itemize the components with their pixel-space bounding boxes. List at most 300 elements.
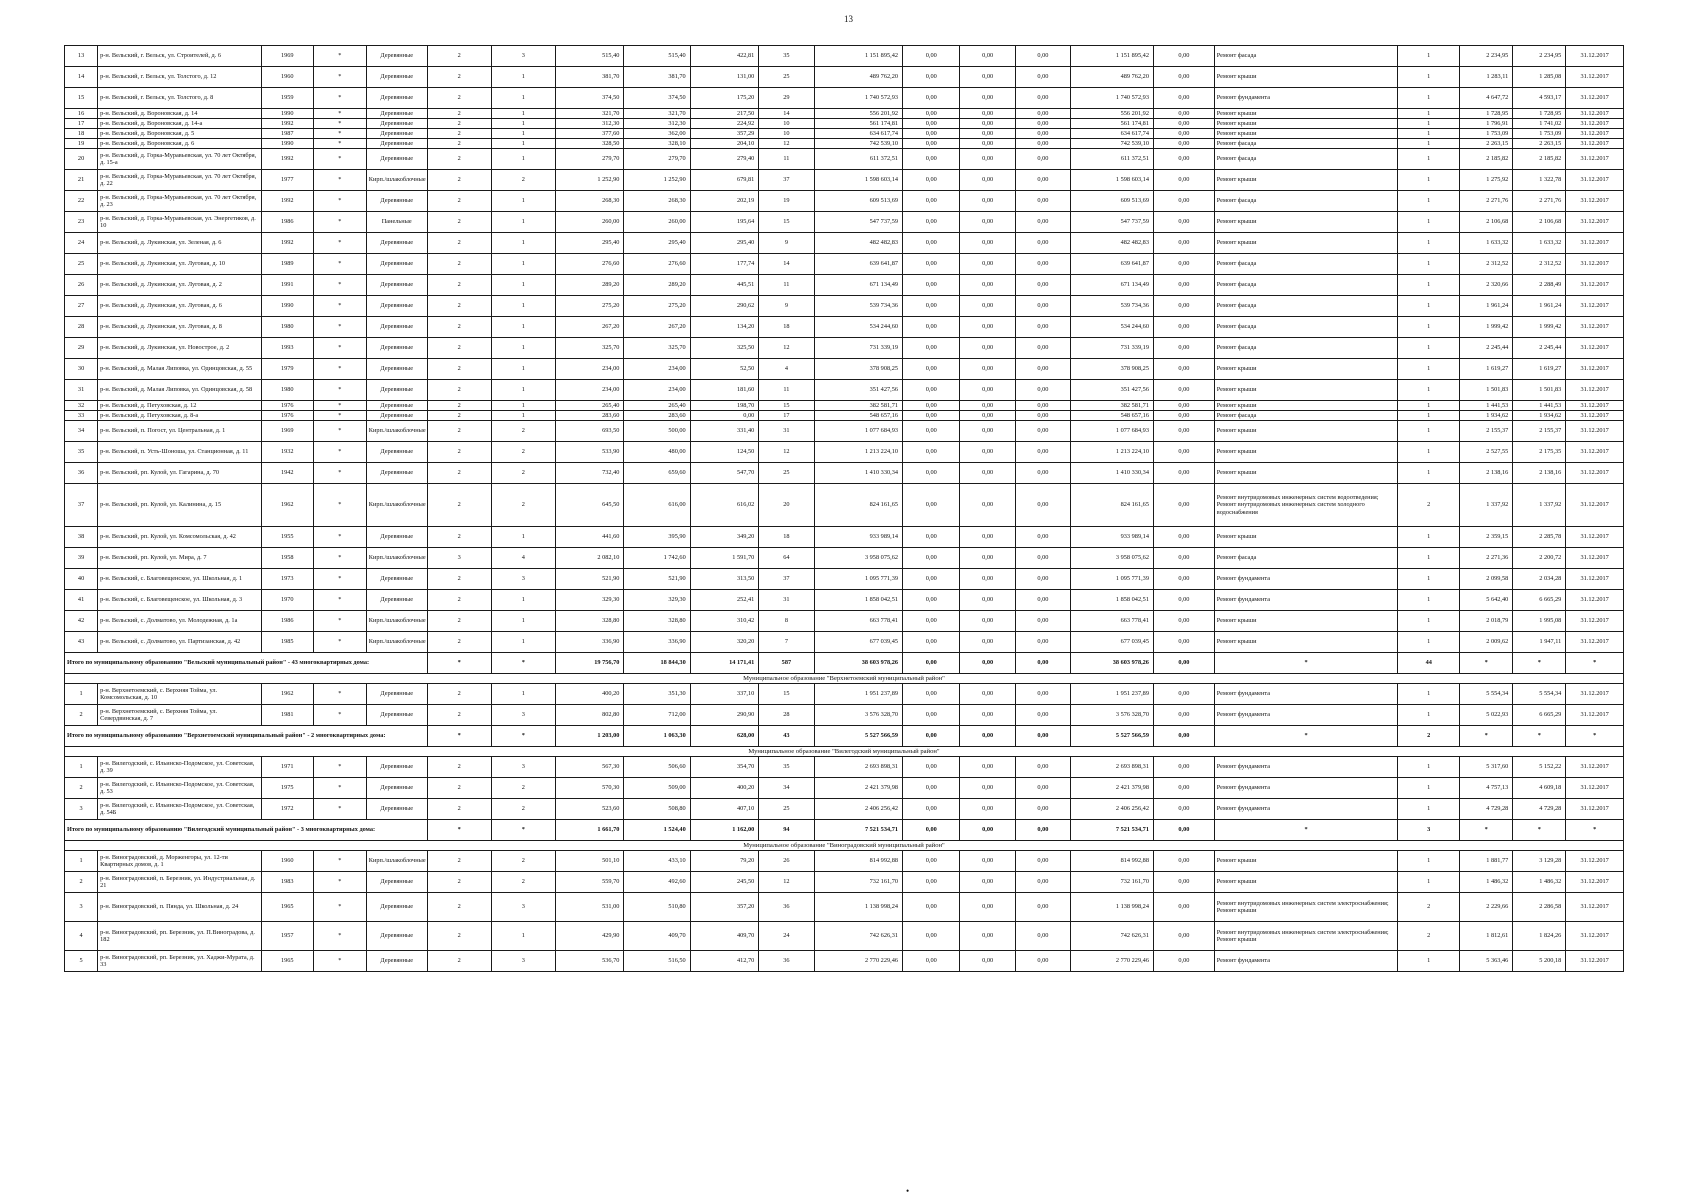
cell-f5: 0,00	[1153, 191, 1214, 212]
cell-cnt: 1	[1398, 548, 1460, 569]
cell-year: 1965	[261, 893, 313, 922]
cell-cost: 742 539,10	[814, 139, 902, 149]
cell-addr: р-н. Вельский, д. Вороновская, д. 5	[98, 129, 262, 139]
cell-f2: 0,00	[960, 338, 1015, 359]
cell-u1: 1 501,83	[1460, 380, 1513, 401]
cell-cost: 548 657,16	[814, 411, 902, 421]
cell-en: 2	[491, 463, 555, 484]
cell-a1: 289,20	[555, 275, 624, 296]
cell-u2: 1 728,95	[1513, 109, 1566, 119]
cell-addr: р-н. Вельский, д. Лукинская, ул. Зеленая, д. 6	[98, 233, 262, 254]
cell-mat: Деревянные	[366, 317, 427, 338]
cell-cnt: 1	[1398, 46, 1460, 67]
cell-a3: 547,70	[690, 463, 759, 484]
cell-mat: Деревянные	[366, 778, 427, 799]
cell-mat: Деревянные	[366, 872, 427, 893]
cell-a1: 260,00	[555, 212, 624, 233]
cell-fl: 2	[427, 46, 491, 67]
cell-a2: 312,30	[624, 119, 690, 129]
cell-year: 1962	[261, 484, 313, 527]
cell-p: 15	[759, 401, 814, 411]
cell-year: 1965	[261, 951, 313, 972]
cell-f5: 0,00	[1153, 233, 1214, 254]
cell-work: Ремонт крыши	[1214, 401, 1398, 411]
cell-f5: 0,00	[1153, 317, 1214, 338]
cell-n: 31	[65, 380, 98, 401]
cell-year: 1993	[261, 338, 313, 359]
cell-p: 31	[759, 590, 814, 611]
cell-b: *	[313, 401, 366, 411]
cell-work: Ремонт фасада	[1214, 317, 1398, 338]
cell-u1: 2 106,68	[1460, 212, 1513, 233]
cell-cost: 2 693 898,31	[814, 757, 902, 778]
cell-date: 31.12.2017	[1566, 951, 1624, 972]
cell-b: *	[313, 296, 366, 317]
cell-f4: 382 581,71	[1071, 401, 1154, 411]
cell-a3: 177,74	[690, 254, 759, 275]
cell-addr: р-н. Верхнетоемский, с. Верхняя Тойма, ул. Севердвинская, д. 7	[98, 705, 262, 726]
cell-f5: 0,00	[1153, 88, 1214, 109]
summary-cell-a3: 1 162,00	[690, 820, 759, 841]
cell-n: 33	[65, 411, 98, 421]
cell-n: 42	[65, 611, 98, 632]
cell-f3: 0,00	[1015, 401, 1070, 411]
cell-cost: 1 410 330,34	[814, 463, 902, 484]
cell-fl: 2	[427, 484, 491, 527]
cell-a3: 204,10	[690, 139, 759, 149]
cell-en: 1	[491, 527, 555, 548]
cell-f5: 0,00	[1153, 611, 1214, 632]
cell-work: Ремонт фундамента	[1214, 569, 1398, 590]
summary-cell-f2: 0,00	[960, 726, 1015, 747]
table-row	[65, 338, 1624, 359]
summary-cell-b: *	[427, 653, 491, 674]
cell-f2: 0,00	[960, 893, 1015, 922]
cell-f1: 0,00	[903, 527, 960, 548]
cell-f5: 0,00	[1153, 778, 1214, 799]
cell-f2: 0,00	[960, 590, 1015, 611]
cell-b: *	[313, 484, 366, 527]
cell-u1: 2 018,79	[1460, 611, 1513, 632]
cell-addr: р-н. Вельский, д. Малая Липовка, ул. Одинцовская, д. 55	[98, 359, 262, 380]
cell-en: 1	[491, 129, 555, 139]
cell-mat: Деревянные	[366, 757, 427, 778]
cell-n: 39	[65, 548, 98, 569]
cell-u1: 2 185,82	[1460, 149, 1513, 170]
cell-date: 31.12.2017	[1566, 254, 1624, 275]
cell-en: 1	[491, 317, 555, 338]
cell-u2: 2 271,76	[1513, 191, 1566, 212]
summary-cell-f5: 0,00	[1153, 726, 1214, 747]
cell-u2: 2 200,72	[1513, 548, 1566, 569]
cell-b: *	[313, 611, 366, 632]
cell-a2: 279,70	[624, 149, 690, 170]
cell-p: 14	[759, 109, 814, 119]
cell-u2: 3 129,28	[1513, 851, 1566, 872]
page-number: 13	[844, 14, 853, 24]
cell-addr: р-н. Вельский, д. Лукинская, ул. Луговая, д. 8	[98, 317, 262, 338]
cell-en: 2	[491, 421, 555, 442]
cell-u1: 2 138,16	[1460, 463, 1513, 484]
cell-a1: 501,10	[555, 851, 624, 872]
cell-mat: Деревянные	[366, 442, 427, 463]
cell-en: 3	[491, 705, 555, 726]
cell-en: 1	[491, 359, 555, 380]
cell-date: 31.12.2017	[1566, 119, 1624, 129]
cell-cost: 539 734,36	[814, 296, 902, 317]
cell-u2: 6 665,29	[1513, 705, 1566, 726]
cell-f1: 0,00	[903, 548, 960, 569]
cell-addr: р-н. Виноградовский, п. Березник, ул. Индустриальная, д. 21	[98, 872, 262, 893]
table-row	[65, 851, 1624, 872]
cell-fl: 2	[427, 421, 491, 442]
cell-f5: 0,00	[1153, 872, 1214, 893]
cell-work: Ремонт фасада	[1214, 149, 1398, 170]
cell-mat: Кирп./шлакоблочные	[366, 484, 427, 527]
cell-a2: 260,00	[624, 212, 690, 233]
cell-cost: 814 992,88	[814, 851, 902, 872]
cell-n: 1	[65, 851, 98, 872]
cell-f1: 0,00	[903, 212, 960, 233]
cell-addr: р-н. Вельский, д. Лукинская, ул. Новострое, д. 2	[98, 338, 262, 359]
cell-b: *	[313, 632, 366, 653]
cell-date: 31.12.2017	[1566, 338, 1624, 359]
cell-fl: 2	[427, 851, 491, 872]
cell-p: 12	[759, 442, 814, 463]
cell-n: 15	[65, 88, 98, 109]
cell-cnt: 2	[1398, 484, 1460, 527]
cell-fl: 2	[427, 872, 491, 893]
cell-en: 1	[491, 233, 555, 254]
cell-addr: р-н. Вельский, рп. Кулой, ул. Мира, д. 7	[98, 548, 262, 569]
summary-cell-a1: 1 661,70	[555, 820, 624, 841]
cell-cnt: 1	[1398, 275, 1460, 296]
cell-n: 25	[65, 254, 98, 275]
cell-f2: 0,00	[960, 67, 1015, 88]
table-row	[65, 872, 1624, 893]
cell-a2: 234,00	[624, 359, 690, 380]
cell-en: 2	[491, 778, 555, 799]
cell-p: 14	[759, 254, 814, 275]
cell-work: Ремонт фундамента	[1214, 799, 1398, 820]
cell-work: Ремонт крыши	[1214, 632, 1398, 653]
table-row	[65, 951, 1624, 972]
cell-f4: 556 201,92	[1071, 109, 1154, 119]
cell-a1: 515,40	[555, 46, 624, 67]
cell-f1: 0,00	[903, 170, 960, 191]
cell-u2: 2 155,37	[1513, 421, 1566, 442]
cell-cnt: 1	[1398, 317, 1460, 338]
cell-a3: 320,20	[690, 632, 759, 653]
cell-fl: 2	[427, 275, 491, 296]
cell-f1: 0,00	[903, 254, 960, 275]
cell-a3: 252,41	[690, 590, 759, 611]
cell-a3: 357,29	[690, 129, 759, 139]
cell-year: 1991	[261, 275, 313, 296]
cell-f1: 0,00	[903, 484, 960, 527]
cell-p: 18	[759, 527, 814, 548]
cell-en: 1	[491, 139, 555, 149]
cell-p: 24	[759, 922, 814, 951]
cell-u2: 1 753,09	[1513, 129, 1566, 139]
cell-addr: р-н. Вельский, п. Усть-Шоноша, ул. Станционная, д. 11	[98, 442, 262, 463]
cell-n: 28	[65, 317, 98, 338]
cell-work: Ремонт крыши	[1214, 212, 1398, 233]
cell-date: 31.12.2017	[1566, 411, 1624, 421]
cell-a2: 329,30	[624, 590, 690, 611]
cell-cnt: 1	[1398, 109, 1460, 119]
cell-work: Ремонт крыши	[1214, 463, 1398, 484]
cell-cost: 1 138 998,24	[814, 893, 902, 922]
cell-year: 1972	[261, 799, 313, 820]
table-row	[65, 139, 1624, 149]
cell-u2: 1 322,78	[1513, 170, 1566, 191]
cell-f5: 0,00	[1153, 799, 1214, 820]
summary-cell-a1: 19 756,70	[555, 653, 624, 674]
cell-cnt: 1	[1398, 611, 1460, 632]
cell-cnt: 1	[1398, 872, 1460, 893]
cell-cnt: 1	[1398, 401, 1460, 411]
cell-a2: 362,00	[624, 129, 690, 139]
cell-a1: 536,70	[555, 951, 624, 972]
cell-en: 2	[491, 799, 555, 820]
cell-a2: 374,50	[624, 88, 690, 109]
cell-addr: р-н. Вельский, г. Вельск, ул. Толстого, д. 8	[98, 88, 262, 109]
cell-f5: 0,00	[1153, 632, 1214, 653]
cell-n: 1	[65, 757, 98, 778]
cell-f4: 534 244,60	[1071, 317, 1154, 338]
cell-cnt: 1	[1398, 88, 1460, 109]
cell-mat: Деревянные	[366, 401, 427, 411]
cell-n: 41	[65, 590, 98, 611]
cell-p: 12	[759, 338, 814, 359]
cell-f2: 0,00	[960, 705, 1015, 726]
cell-a3: 407,10	[690, 799, 759, 820]
cell-a3: 331,40	[690, 421, 759, 442]
cell-a3: 679,81	[690, 170, 759, 191]
cell-work: Ремонт фасада	[1214, 46, 1398, 67]
cell-p: 35	[759, 757, 814, 778]
cell-f4: 742 626,31	[1071, 922, 1154, 951]
cell-cnt: 1	[1398, 442, 1460, 463]
cell-date: 31.12.2017	[1566, 129, 1624, 139]
cell-f5: 0,00	[1153, 275, 1214, 296]
cell-date: 31.12.2017	[1566, 893, 1624, 922]
cell-work: Ремонт фасада	[1214, 139, 1398, 149]
cell-b: *	[313, 88, 366, 109]
cell-addr: р-н. Вельский, рп. Кулой, ул. Гагарина, д. 70	[98, 463, 262, 484]
summary-cell-c: *	[491, 820, 555, 841]
cell-f3: 0,00	[1015, 46, 1070, 67]
cell-u1: 1 934,62	[1460, 411, 1513, 421]
cell-f3: 0,00	[1015, 705, 1070, 726]
cell-a2: 616,00	[624, 484, 690, 527]
summary-cell-f3: 0,00	[1015, 820, 1070, 841]
table-row	[65, 922, 1624, 951]
cell-p: 36	[759, 893, 814, 922]
cell-addr: р-н. Вельский, п. Погост, ул. Центральная, д. 1	[98, 421, 262, 442]
cell-work: Ремонт фундамента	[1214, 88, 1398, 109]
cell-mat: Деревянные	[366, 922, 427, 951]
cell-date: 31.12.2017	[1566, 46, 1624, 67]
cell-a2: 381,70	[624, 67, 690, 88]
cell-cost: 824 161,65	[814, 484, 902, 527]
cell-fl: 2	[427, 317, 491, 338]
cell-cost: 489 762,20	[814, 67, 902, 88]
table-row	[65, 527, 1624, 548]
cell-year: 1976	[261, 411, 313, 421]
cell-cost: 561 174,81	[814, 119, 902, 129]
cell-f2: 0,00	[960, 170, 1015, 191]
cell-f4: 634 617,74	[1071, 129, 1154, 139]
cell-f2: 0,00	[960, 684, 1015, 705]
cell-year: 1960	[261, 67, 313, 88]
municipality-title: Муниципальное образование "Вилегодский муниципальный район"	[65, 747, 1624, 757]
cell-p: 20	[759, 484, 814, 527]
cell-f5: 0,00	[1153, 705, 1214, 726]
cell-f4: 824 161,65	[1071, 484, 1154, 527]
cell-work: Ремонт фасада	[1214, 296, 1398, 317]
cell-a3: 124,50	[690, 442, 759, 463]
cell-b: *	[313, 569, 366, 590]
cell-a2: 500,00	[624, 421, 690, 442]
cell-p: 25	[759, 799, 814, 820]
cell-en: 1	[491, 191, 555, 212]
cell-mat: Кирп./шлакоблочные	[366, 851, 427, 872]
cell-u2: 2 286,58	[1513, 893, 1566, 922]
cell-fl: 2	[427, 380, 491, 401]
cell-f1: 0,00	[903, 951, 960, 972]
cell-f1: 0,00	[903, 799, 960, 820]
cell-a1: 325,70	[555, 338, 624, 359]
cell-a1: 234,00	[555, 380, 624, 401]
cell-en: 2	[491, 442, 555, 463]
cell-p: 17	[759, 411, 814, 421]
cell-p: 9	[759, 233, 814, 254]
summary-cell-u1: *	[1460, 653, 1513, 674]
cell-f5: 0,00	[1153, 338, 1214, 359]
summary-cell-f1: 0,00	[903, 653, 960, 674]
cell-p: 9	[759, 296, 814, 317]
cell-cost: 3 576 328,70	[814, 705, 902, 726]
cell-en: 1	[491, 119, 555, 129]
cell-addr: р-н. Вельский, д. Лукинская, ул. Луговая, д. 10	[98, 254, 262, 275]
cell-f5: 0,00	[1153, 212, 1214, 233]
table-row	[65, 380, 1624, 401]
cell-en: 1	[491, 275, 555, 296]
cell-addr: р-н. Вилегодский, с. Ильинско-Подомское, ул. Советская, д. 53	[98, 778, 262, 799]
cell-n: 1	[65, 684, 98, 705]
cell-mat: Деревянные	[366, 149, 427, 170]
cell-p: 12	[759, 139, 814, 149]
cell-f3: 0,00	[1015, 632, 1070, 653]
cell-p: 15	[759, 684, 814, 705]
cell-n: 2	[65, 705, 98, 726]
capital-repair-table	[64, 45, 1624, 972]
cell-a3: 195,64	[690, 212, 759, 233]
cell-fl: 2	[427, 338, 491, 359]
cell-f2: 0,00	[960, 799, 1015, 820]
cell-addr: р-н. Вельский, д. Горка-Муравьевская, ул. 70 лет Октября, д. 22	[98, 170, 262, 191]
cell-cost: 634 617,74	[814, 129, 902, 139]
cell-a1: 328,50	[555, 139, 624, 149]
cell-f5: 0,00	[1153, 421, 1214, 442]
cell-f3: 0,00	[1015, 799, 1070, 820]
cell-en: 3	[491, 569, 555, 590]
cell-work: Ремонт фасада	[1214, 254, 1398, 275]
cell-f1: 0,00	[903, 359, 960, 380]
cell-n: 13	[65, 46, 98, 67]
cell-cnt: 1	[1398, 421, 1460, 442]
cell-u2: 2 106,68	[1513, 212, 1566, 233]
summary-cell-f1: 0,00	[903, 726, 960, 747]
cell-mat: Деревянные	[366, 338, 427, 359]
cell-u2: 2 185,82	[1513, 149, 1566, 170]
cell-f3: 0,00	[1015, 119, 1070, 129]
cell-cnt: 1	[1398, 119, 1460, 129]
cell-date: 31.12.2017	[1566, 684, 1624, 705]
cell-a2: 516,50	[624, 951, 690, 972]
cell-f5: 0,00	[1153, 569, 1214, 590]
cell-date: 31.12.2017	[1566, 590, 1624, 611]
cell-work: Ремонт крыши	[1214, 129, 1398, 139]
table-row	[65, 170, 1624, 191]
cell-mat: Деревянные	[366, 296, 427, 317]
cell-date: 31.12.2017	[1566, 757, 1624, 778]
cell-f2: 0,00	[960, 778, 1015, 799]
cell-n: 36	[65, 463, 98, 484]
cell-f5: 0,00	[1153, 359, 1214, 380]
cell-f4: 1 951 237,89	[1071, 684, 1154, 705]
summary-cell-p: 587	[759, 653, 814, 674]
cell-work: Ремонт фундамента	[1214, 778, 1398, 799]
cell-a1: 312,30	[555, 119, 624, 129]
cell-f2: 0,00	[960, 212, 1015, 233]
cell-cost: 382 581,71	[814, 401, 902, 411]
cell-p: 11	[759, 149, 814, 170]
cell-u1: 5 317,60	[1460, 757, 1513, 778]
cell-fl: 2	[427, 212, 491, 233]
cell-b: *	[313, 46, 366, 67]
cell-f2: 0,00	[960, 757, 1015, 778]
cell-b: *	[313, 872, 366, 893]
cell-f1: 0,00	[903, 109, 960, 119]
table-row	[65, 275, 1624, 296]
cell-addr: р-н. Вельский, с. Долматово, ул. Партизанская, д. 42	[98, 632, 262, 653]
cell-f4: 1 740 572,93	[1071, 88, 1154, 109]
cell-f3: 0,00	[1015, 67, 1070, 88]
cell-f3: 0,00	[1015, 421, 1070, 442]
cell-f3: 0,00	[1015, 463, 1070, 484]
cell-n: 34	[65, 421, 98, 442]
cell-f2: 0,00	[960, 569, 1015, 590]
cell-year: 1986	[261, 611, 313, 632]
cell-f3: 0,00	[1015, 757, 1070, 778]
cell-n: 4	[65, 922, 98, 951]
cell-u2: 4 729,28	[1513, 799, 1566, 820]
cell-fl: 2	[427, 411, 491, 421]
cell-b: *	[313, 119, 366, 129]
summary-row	[65, 820, 1624, 841]
cell-f1: 0,00	[903, 590, 960, 611]
summary-cell-a1: 1 203,00	[555, 726, 624, 747]
cell-f3: 0,00	[1015, 359, 1070, 380]
cell-en: 1	[491, 611, 555, 632]
cell-f5: 0,00	[1153, 296, 1214, 317]
cell-cost: 663 778,41	[814, 611, 902, 632]
cell-u2: 5 554,34	[1513, 684, 1566, 705]
cell-addr: р-н. Вельский, г. Вельск, ул. Строителей, д. 6	[98, 46, 262, 67]
